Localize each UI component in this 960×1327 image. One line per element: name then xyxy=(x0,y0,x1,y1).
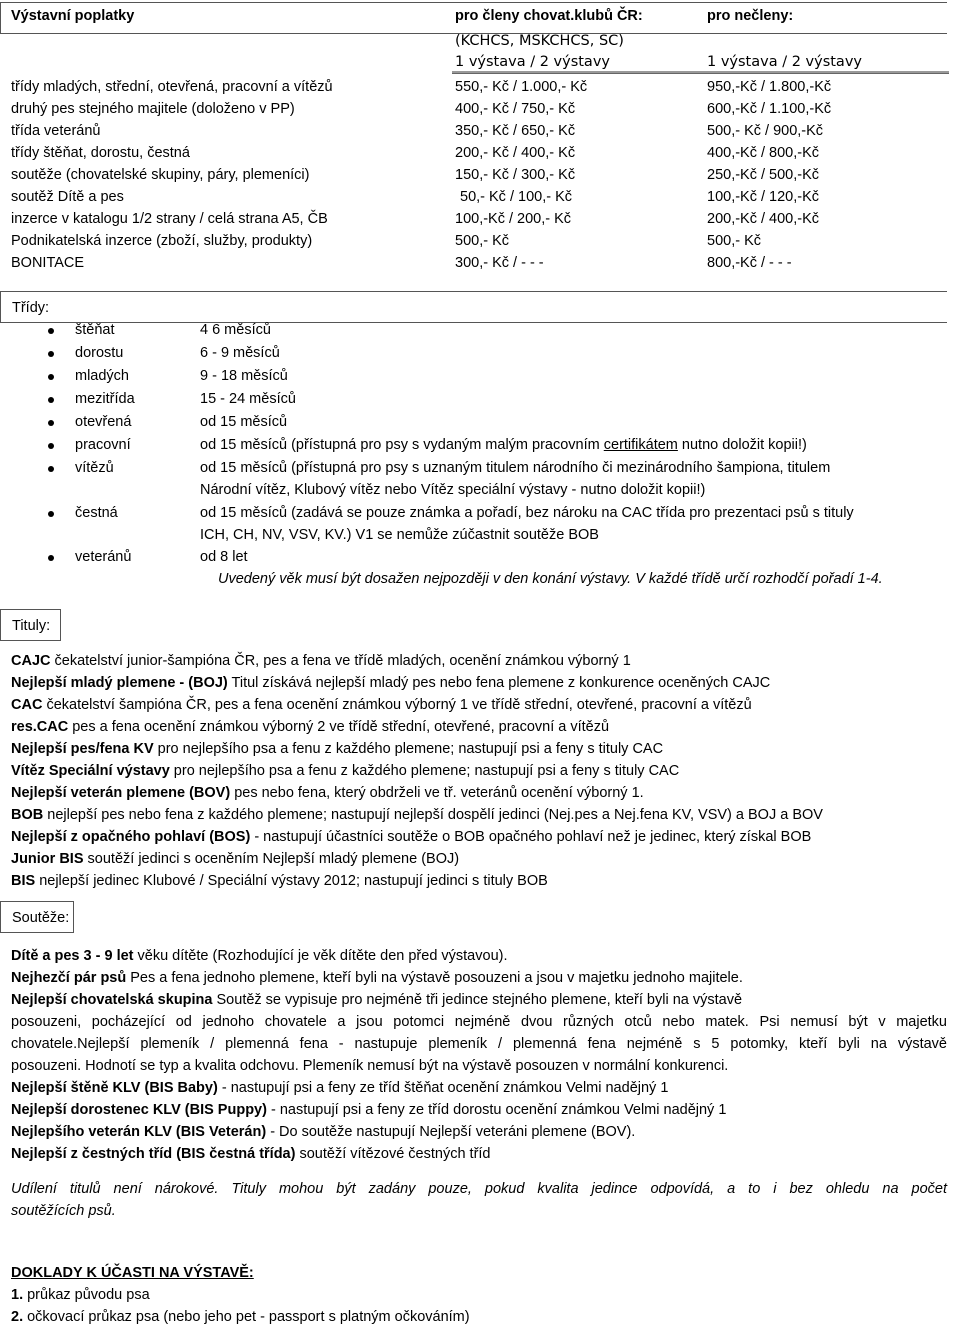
title-term: BIS xyxy=(11,873,36,889)
titles-title: Tituly: xyxy=(12,618,51,634)
fee-row-members: 200,- Kč / 400,- Kč xyxy=(455,145,576,161)
titles-header-box xyxy=(0,609,61,641)
contest-line xyxy=(11,971,743,986)
title-text: soutěží jedinci s oceněním Nejlepší mladý plemene (BOJ) xyxy=(83,851,460,867)
fee-row-label: druhý pes stejného majitele (doloženo v PP) xyxy=(11,101,295,117)
class-name: vítězů xyxy=(75,460,114,476)
title-term: Junior BIS xyxy=(11,851,84,867)
fee-row-label: BONITACE xyxy=(11,255,85,271)
title-text: nejlepší pes nebo fena z každého plemene; nastupují nejlepší dospělí jedinci (Nej.pes a Nej.fena KV, VSV) a BOJ a BOV xyxy=(43,807,823,823)
title-line xyxy=(11,874,548,889)
fee-row-label: soutěže (chovatelské skupiny, páry, plemeníci) xyxy=(11,167,310,183)
class-name: otevřená xyxy=(75,414,132,430)
fee-row-members: 500,- Kč xyxy=(455,233,509,249)
bullet-icon xyxy=(48,374,54,380)
documents-title: DOKLADY K ÚČASTI NA VÝSTAVĚ: xyxy=(11,1265,254,1281)
contest-line xyxy=(11,1147,491,1162)
classes-title: Třídy: xyxy=(12,300,50,316)
title-line xyxy=(11,830,811,845)
fees-members-header: pro členy chovat.klubů ČR: xyxy=(455,8,643,24)
fees-header-rule-dark xyxy=(452,73,949,74)
bullet-icon xyxy=(48,511,54,517)
fee-row-label: Podnikatelská inzerce (zboží, služby, produkty) xyxy=(11,233,313,249)
bullet-icon xyxy=(48,351,54,357)
fee-row-members: 550,- Kč / 1.000,- Kč xyxy=(455,79,588,95)
title-term: Nejlepší mladý plemene - (BOJ) xyxy=(11,675,228,691)
fee-row-nonmembers: 400,-Kč / 800,-Kč xyxy=(707,145,820,161)
title-text: nejlepší jedinec Klubové / Speciální výstavy 2012; nastupují jedinci s tituly BOB xyxy=(35,873,548,889)
title-line xyxy=(11,698,752,713)
class-name: čestná xyxy=(75,505,118,521)
title-line xyxy=(11,654,631,669)
title-text: čekatelství šampióna ČR, pes a fena ocenění známkou výborný 1 ve třídě střední, otevřené, pracovní a vítězů xyxy=(42,697,752,713)
title-text: - nastupují účastníci soutěže o BOB opačného pohlaví než je jedinec, který získal BOB xyxy=(250,829,812,845)
document-num: 1. xyxy=(11,1287,24,1303)
bullet-icon xyxy=(48,466,54,472)
title-term: Nejlepší pes/fena KV xyxy=(11,741,154,757)
contest-line xyxy=(11,1081,668,1096)
title-line xyxy=(11,676,770,691)
fee-row-nonmembers: 950,-Kč / 1.800,-Kč xyxy=(707,79,832,95)
fees-title: Výstavní poplatky xyxy=(11,8,135,24)
title-line xyxy=(11,764,679,779)
document-item xyxy=(11,1310,470,1325)
fee-row-label: třídy štěňat, dorostu, čestná xyxy=(11,145,190,161)
fee-row-label: inzerce v katalogu 1/2 strany / celá strana A5, ČB xyxy=(11,211,328,227)
title-line xyxy=(11,720,609,735)
document-num: 2. xyxy=(11,1309,24,1325)
fee-row-label: třídy mladých, střední, otevřená, pracovní a vítězů xyxy=(11,79,333,95)
contest-term: Nejlepšího veterán KLV (BIS Veterán) xyxy=(11,1124,267,1140)
contest-text: věku dítěte (Rozhodující je věk dítěte den před výstavou). xyxy=(133,948,508,964)
document-item xyxy=(11,1288,150,1303)
contests-title: Soutěže: xyxy=(12,910,70,926)
class-desc-cont: Národní vítěz, Klubový vítěz nebo Vítěz speciální výstavy - nutno doložit kopii!) xyxy=(200,482,706,498)
title-term: CAJC xyxy=(11,653,51,669)
certificate-link: certifikátem xyxy=(603,437,678,453)
class-desc: od 15 měsíců (zadává se pouze známka a pořadí, bez nároku na CAC třída pro prezentaci psů s tituly xyxy=(200,505,854,521)
title-text: pes nebo fena, který obdrželi ve tř. veteránů ocenění výborný 1. xyxy=(230,785,644,801)
classes-header-box xyxy=(0,291,947,323)
contest-term: Nejlepší štěně KLV (BIS Baby) xyxy=(11,1080,218,1096)
class-name: mladých xyxy=(75,368,129,384)
title-term: BOB xyxy=(11,807,44,823)
fees-members-unit: 1 výstava / 2 výstavy xyxy=(455,54,610,70)
fee-row-nonmembers: 100,-Kč / 120,-Kč xyxy=(707,189,820,205)
bullet-icon xyxy=(48,397,54,403)
title-text: pes a fena ocenění známkou výborný 2 ve třídě střední, otevřené, pracovní a vítězů xyxy=(68,719,610,735)
class-desc-cont: ICH, CH, NV, VSV, KV.) V1 se nemůže zúčastnit soutěže BOB xyxy=(200,527,599,543)
fee-row-nonmembers: 250,-Kč / 500,-Kč xyxy=(707,167,820,183)
class-desc: od 15 měsíců (přístupná pro psy s uznaným titulem národního či mezinárodního šampiona, titulem xyxy=(200,460,831,476)
contest-text-cont: chovatele.Nejlepší plemeník / plemenná fena - nastupuje plemeník / plemenná fena nejméně s 5 potomky, kteří byli na výstavě xyxy=(11,1036,947,1052)
class-name: dorostu xyxy=(75,345,124,361)
class-desc-text: nutno doložit kopii!) xyxy=(677,437,807,453)
fee-row-nonmembers: 600,-Kč / 1.100,-Kč xyxy=(707,101,832,117)
contest-term: Nejlepší z čestných tříd (BIS čestná třída) xyxy=(11,1146,296,1162)
fee-row-label: třída veteránů xyxy=(11,123,101,139)
contest-text: Soutěž se vypisuje pro nejméně tři jedince stejného plemene, kteří byli na výstavě xyxy=(212,992,743,1008)
contest-term: Nejlepší dorostenec KLV (BIS Puppy) xyxy=(11,1102,267,1118)
class-desc-text: od 15 měsíců (přístupná pro psy s vydaným malým pracovním xyxy=(200,437,604,453)
class-desc: od 15 měsíců xyxy=(200,414,288,430)
bullet-icon xyxy=(48,328,54,334)
contest-term: Dítě a pes 3 - 9 let xyxy=(11,948,134,964)
contest-term: Nejlepší chovatelská skupina xyxy=(11,992,213,1008)
title-line xyxy=(11,742,663,757)
fee-row-members: 100,-Kč / 200,- Kč xyxy=(455,211,572,227)
contest-line xyxy=(11,1103,726,1118)
fees-nonmembers-header: pro nečleny: xyxy=(707,8,794,24)
contest-term: Nejhezčí pár psů xyxy=(11,970,127,986)
class-desc: od 8 let xyxy=(200,549,248,565)
contests-header-box xyxy=(0,901,74,933)
class-name: štěňat xyxy=(75,322,115,338)
contest-line xyxy=(11,949,507,964)
contest-text-cont: posouzeni. Hodnotí se typ a kvalita odchovu. Plemeník nemusí být na výstavě posouzen v normální konkurenci. xyxy=(11,1058,729,1074)
fee-row-nonmembers: 800,-Kč / - - - xyxy=(707,255,792,271)
fee-row-members: 350,- Kč / 650,- Kč xyxy=(455,123,576,139)
title-term: Nejlepší z opačného pohlaví (BOS) xyxy=(11,829,251,845)
fee-row-label: soutěž Dítě a pes xyxy=(11,189,124,205)
title-text: čekatelství junior-šampióna ČR, pes a fena ve třídě mladých, ocenění známkou výborný 1 xyxy=(50,653,631,669)
class-desc: 4 6 měsíců xyxy=(200,322,271,338)
class-desc: 9 - 18 měsíců xyxy=(200,368,288,384)
title-text: Titul získává nejlepší mladý pes nebo fena plemene z konkurence oceněných CAJC xyxy=(227,675,771,691)
fee-row-nonmembers: 500,- Kč / 900,-Kč xyxy=(707,123,824,139)
contests-note: Udílení titulů není nárokové. Tituly mohou být zadány pouze, pokud kvalita jedince odpovídá, a to i bez ohledu na počet xyxy=(11,1181,947,1197)
fees-members-subheader: (KCHCS, MSKCHCS, SC) xyxy=(455,33,624,49)
fee-row-members: 400,- Kč / 750,- Kč xyxy=(455,101,576,117)
contest-text: soutěží vítězové čestných tříd xyxy=(295,1146,491,1162)
class-desc: 6 - 9 měsíců xyxy=(200,345,280,361)
fee-row-members: 50,- Kč / 100,- Kč xyxy=(460,189,573,205)
title-line xyxy=(11,786,644,801)
fee-row-nonmembers: 200,-Kč / 400,-Kč xyxy=(707,211,820,227)
fee-row-nonmembers: 500,- Kč xyxy=(707,233,761,249)
contest-line xyxy=(11,1125,635,1140)
title-line xyxy=(11,852,459,867)
bullet-icon xyxy=(48,555,54,561)
title-text: pro nejlepšího psa a fenu z každého plemene; nastupují psi a feny s tituly CAC xyxy=(169,763,680,779)
fee-row-members: 300,- Kč / - - - xyxy=(455,255,544,271)
contest-text: Pes a fena jednoho plemene, kteří byli na výstavě posouzeni a jsou v majetku jednoho majitele. xyxy=(126,970,743,986)
contests-note-cont: soutěžících psů. xyxy=(11,1203,116,1219)
fees-nonmembers-unit: 1 výstava / 2 výstavy xyxy=(707,54,862,70)
class-name: veteránů xyxy=(75,549,132,565)
title-term: CAC xyxy=(11,697,43,713)
contest-text: - Do soutěže nastupují Nejlepší veteráni plemene (BOV). xyxy=(266,1124,636,1140)
contest-line xyxy=(11,993,742,1008)
class-desc xyxy=(200,438,807,453)
title-term: Nejlepší veterán plemene (BOV) xyxy=(11,785,231,801)
fee-row-members: 150,- Kč / 300,- Kč xyxy=(455,167,576,183)
title-line xyxy=(11,808,823,823)
document-text: průkaz původu psa xyxy=(23,1287,150,1303)
class-name: mezitřída xyxy=(75,391,135,407)
class-name: pracovní xyxy=(75,437,131,453)
bullet-icon xyxy=(48,443,54,449)
document-text: očkovací průkaz psa (nebo jeho pet - passport s platným očkováním) xyxy=(23,1309,470,1325)
contest-text: - nastupují psi a feny ze tříd dorostu ocenění známkou Velmi nadějný 1 xyxy=(266,1102,727,1118)
contest-text-cont: posouzeni, pocházející od jednoho chovatele a jsou potomci nejméně dvou různých otců nebo matek. Psi nemusí být v majetku xyxy=(11,1014,947,1030)
contest-text: - nastupují psi a feny ze tříd štěňat ocenění známkou Velmi nadějný 1 xyxy=(217,1080,669,1096)
title-term: res.CAC xyxy=(11,719,69,735)
bullet-icon xyxy=(48,420,54,426)
class-desc: 15 - 24 měsíců xyxy=(200,391,296,407)
title-term: Vítěz Speciální výstavy xyxy=(11,763,170,779)
title-text: pro nejlepšího psa a fenu z každého plemene; nastupují psi a feny s tituly CAC xyxy=(153,741,664,757)
classes-note: Uvedený věk musí být dosažen nejpozději v den konání výstavy. V každé třídě určí rozhodčí pořadí 1-4. xyxy=(218,571,883,587)
